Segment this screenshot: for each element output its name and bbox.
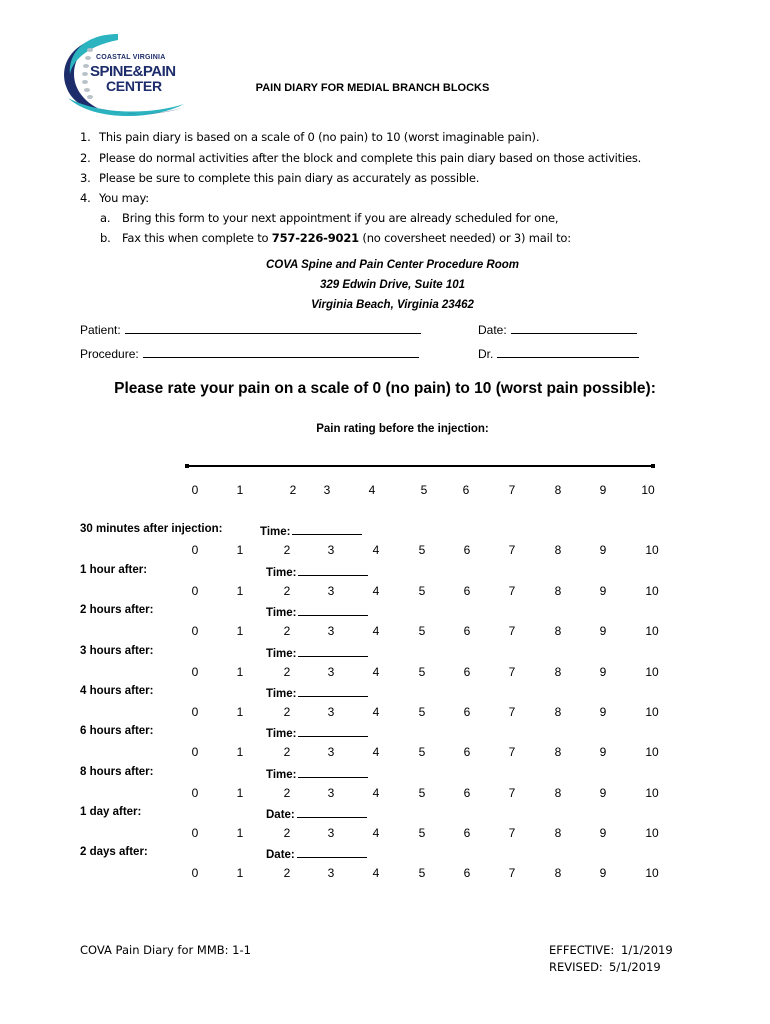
row-scale-value-3[interactable]: 3 <box>327 584 335 598</box>
row-scale-value-1[interactable]: 1 <box>236 826 244 840</box>
row-scale-value-3[interactable]: 3 <box>327 866 335 880</box>
row-scale-value-10[interactable]: 10 <box>645 866 659 880</box>
fax-number: 757-226-9021 <box>271 231 359 245</box>
row-time-label: Time: <box>266 688 297 700</box>
row-scale-value-8[interactable]: 8 <box>554 665 562 679</box>
pain-scale-bar <box>186 465 654 467</box>
row-scale-value-1[interactable]: 1 <box>236 624 244 638</box>
row-scale-value-10[interactable]: 10 <box>645 665 659 679</box>
row-scale-value-8[interactable]: 8 <box>554 866 562 880</box>
scale-value-9[interactable]: 9 <box>599 483 607 497</box>
row-scale-value-1[interactable]: 1 <box>236 705 244 719</box>
row-scale-value-8[interactable]: 8 <box>554 826 562 840</box>
row-scale-value-10[interactable]: 10 <box>645 543 659 557</box>
address-line-1: COVA Spine and Pain Center Procedure Room <box>265 259 520 271</box>
footer-revised-date: 5/1/2019 <box>609 960 661 974</box>
row-time-label: Time: <box>266 607 297 619</box>
row-time-label: Time: <box>266 567 297 579</box>
row-scale-value-4[interactable]: 4 <box>372 866 380 880</box>
footer-effective-label: EFFECTIVE: <box>549 943 615 957</box>
scale-value-3[interactable]: 3 <box>323 483 331 497</box>
row-scale-value-0[interactable]: 0 <box>191 786 199 800</box>
row-scale-value-7[interactable]: 7 <box>508 624 516 638</box>
row-scale-value-0[interactable]: 0 <box>191 543 199 557</box>
row-scale-value-2[interactable]: 2 <box>283 624 291 638</box>
instruction-2 <box>80 151 642 165</box>
instruction-number: 1. <box>80 130 91 144</box>
row-scale-value-3[interactable]: 3 <box>327 624 335 638</box>
row-scale-value-7[interactable]: 7 <box>508 866 516 880</box>
procedure-label: Procedure: <box>80 347 139 361</box>
row-scale-value-2[interactable]: 2 <box>283 866 291 880</box>
fax-suffix: (no coversheet needed) or 3) mail to: <box>358 231 571 245</box>
row-scale-value-6[interactable]: 6 <box>463 584 471 598</box>
row-scale-value-1[interactable]: 1 <box>236 665 244 679</box>
patient-label: Patient: <box>80 323 121 337</box>
row-scale-value-6[interactable]: 6 <box>463 543 471 557</box>
row-scale-value-5[interactable]: 5 <box>418 705 426 719</box>
row-scale-value-1[interactable]: 1 <box>236 543 244 557</box>
row-scale-value-3[interactable]: 3 <box>327 543 335 557</box>
date-line[interactable] <box>511 322 637 334</box>
row-scale-value-6[interactable]: 6 <box>463 826 471 840</box>
address-line-3: Virginia Beach, Virginia 23462 <box>311 299 474 311</box>
scale-heading: Please rate your pain on a scale of 0 (no pain) to 10 (worst pain possible): <box>114 380 656 397</box>
instruction-text: Please do normal activities after the block and complete this pain diary based on those activities. <box>99 151 642 165</box>
row-scale-value-10[interactable]: 10 <box>645 705 659 719</box>
row-scale-value-10[interactable]: 10 <box>645 745 659 759</box>
row-scale-value-5[interactable]: 5 <box>418 624 426 638</box>
row-scale-value-0[interactable]: 0 <box>191 624 199 638</box>
row-scale-value-0[interactable]: 0 <box>191 745 199 759</box>
row-time-line[interactable] <box>292 523 362 535</box>
row-scale-value-0[interactable]: 0 <box>191 705 199 719</box>
scale-value-6[interactable]: 6 <box>462 483 470 497</box>
row-scale-value-7[interactable]: 7 <box>508 826 516 840</box>
row-scale-value-1[interactable]: 1 <box>236 866 244 880</box>
instruction-number: 3. <box>80 171 91 185</box>
row-scale-value-2[interactable]: 2 <box>283 705 291 719</box>
instruction-4 <box>80 191 149 205</box>
doctor-label: Dr. <box>478 347 494 361</box>
row-scale-value-8[interactable]: 8 <box>554 624 562 638</box>
sub-instruction-text <box>122 231 571 245</box>
sub-instruction-b <box>100 231 571 245</box>
row-time-label: Date: <box>266 809 295 821</box>
row-scale-value-7[interactable]: 7 <box>508 786 516 800</box>
row-scale-value-4[interactable]: 4 <box>372 705 380 719</box>
row-scale-value-9[interactable]: 9 <box>599 866 607 880</box>
row-scale-value-1[interactable]: 1 <box>236 584 244 598</box>
row-scale-value-8[interactable]: 8 <box>554 584 562 598</box>
row-scale-value-9[interactable]: 9 <box>599 584 607 598</box>
row-time-line[interactable] <box>298 645 368 657</box>
row-time-field[interactable] <box>260 523 362 538</box>
row-scale-value-4[interactable]: 4 <box>372 624 380 638</box>
row-scale-value-4[interactable]: 4 <box>372 543 380 557</box>
row-scale-value-5[interactable]: 5 <box>418 543 426 557</box>
row-scale-value-2[interactable]: 2 <box>283 665 291 679</box>
row-scale-value-9[interactable]: 9 <box>599 705 607 719</box>
row-scale-value-7[interactable]: 7 <box>508 584 516 598</box>
row-scale-value-5[interactable]: 5 <box>418 745 426 759</box>
company-logo <box>54 32 190 118</box>
row-time-field[interactable] <box>266 604 368 619</box>
row-time-line[interactable] <box>298 685 368 697</box>
scale-value-4[interactable]: 4 <box>368 483 376 497</box>
patient-field[interactable] <box>80 322 421 337</box>
row-label: 2 days after: <box>80 846 148 858</box>
row-scale-value-1[interactable]: 1 <box>236 786 244 800</box>
row-time-line[interactable] <box>297 846 367 858</box>
patient-line[interactable] <box>125 322 421 334</box>
row-scale-value-6[interactable]: 6 <box>463 866 471 880</box>
row-label: 8 hours after: <box>80 766 154 778</box>
row-time-line[interactable] <box>298 604 368 616</box>
row-label: 6 hours after: <box>80 725 154 737</box>
row-scale-value-7[interactable]: 7 <box>508 543 516 557</box>
row-scale-value-3[interactable]: 3 <box>327 826 335 840</box>
row-scale-value-5[interactable]: 5 <box>418 665 426 679</box>
row-scale-value-6[interactable]: 6 <box>463 705 471 719</box>
row-time-label: Time: <box>266 769 297 781</box>
row-scale-value-3[interactable]: 3 <box>327 745 335 759</box>
row-scale-value-0[interactable]: 0 <box>191 866 199 880</box>
row-time-label: Time: <box>260 526 291 538</box>
scale-value-7[interactable]: 7 <box>508 483 516 497</box>
row-scale-value-7[interactable]: 7 <box>508 705 516 719</box>
doctor-line[interactable] <box>497 346 639 358</box>
row-scale-value-8[interactable]: 8 <box>554 745 562 759</box>
instruction-1 <box>80 130 540 144</box>
scale-value-8[interactable]: 8 <box>554 483 562 497</box>
row-time-field[interactable] <box>266 846 367 861</box>
row-scale-value-5[interactable]: 5 <box>418 786 426 800</box>
row-scale-value-10[interactable]: 10 <box>645 786 659 800</box>
row-scale-value-10[interactable]: 10 <box>645 826 659 840</box>
row-time-field[interactable] <box>266 685 368 700</box>
date-field[interactable] <box>478 322 637 337</box>
instruction-3 <box>80 171 480 185</box>
row-scale-value-2[interactable]: 2 <box>283 543 291 557</box>
row-scale-value-4[interactable]: 4 <box>372 745 380 759</box>
row-label: 3 hours after: <box>80 645 154 657</box>
row-scale-value-10[interactable]: 10 <box>645 624 659 638</box>
row-time-label: Time: <box>266 728 297 740</box>
row-scale-value-6[interactable]: 6 <box>463 665 471 679</box>
row-time-line[interactable] <box>298 725 368 737</box>
footer-effective-date: 1/1/2019 <box>621 943 673 957</box>
date-label: Date: <box>478 323 507 337</box>
row-scale-value-9[interactable]: 9 <box>599 786 607 800</box>
row-scale-value-4[interactable]: 4 <box>372 665 380 679</box>
scale-value-5[interactable]: 5 <box>420 483 428 497</box>
row-scale-value-9[interactable]: 9 <box>599 826 607 840</box>
row-time-field[interactable] <box>266 766 368 781</box>
footer-revised-label: REVISED: <box>549 960 603 974</box>
row-scale-value-2[interactable]: 2 <box>283 826 291 840</box>
row-label: 1 day after: <box>80 806 142 818</box>
fax-prefix: Fax this when complete to <box>122 231 272 245</box>
row-time-field[interactable] <box>266 564 368 579</box>
before-injection-heading: Pain rating before the injection: <box>316 423 489 435</box>
row-time-field[interactable] <box>266 645 368 660</box>
row-scale-value-6[interactable]: 6 <box>463 745 471 759</box>
row-scale-value-7[interactable]: 7 <box>508 665 516 679</box>
row-scale-value-4[interactable]: 4 <box>372 786 380 800</box>
row-scale-value-1[interactable]: 1 <box>236 745 244 759</box>
sub-instruction-a <box>100 211 559 225</box>
row-scale-value-9[interactable]: 9 <box>599 745 607 759</box>
doctor-field[interactable] <box>478 346 639 361</box>
row-scale-value-4[interactable]: 4 <box>372 826 380 840</box>
sub-instruction-letter: a. <box>100 211 111 225</box>
row-scale-value-2[interactable]: 2 <box>283 584 291 598</box>
row-scale-value-0[interactable]: 0 <box>191 826 199 840</box>
instruction-text: Please be sure to complete this pain diary as accurately as possible. <box>99 171 480 185</box>
address-line-2: 329 Edwin Drive, Suite 101 <box>319 279 466 291</box>
row-scale-value-6[interactable]: 6 <box>463 786 471 800</box>
row-scale-value-10[interactable]: 10 <box>645 584 659 598</box>
procedure-line[interactable] <box>143 346 419 358</box>
row-scale-value-5[interactable]: 5 <box>418 866 426 880</box>
row-scale-value-5[interactable]: 5 <box>418 584 426 598</box>
row-label: 30 minutes after injection: <box>80 523 223 535</box>
row-scale-value-0[interactable]: 0 <box>191 584 199 598</box>
row-scale-value-8[interactable]: 8 <box>554 786 562 800</box>
row-scale-value-6[interactable]: 6 <box>463 624 471 638</box>
row-scale-value-4[interactable]: 4 <box>372 584 380 598</box>
row-scale-value-2[interactable]: 2 <box>283 745 291 759</box>
row-scale-value-0[interactable]: 0 <box>191 665 199 679</box>
row-scale-value-9[interactable]: 9 <box>599 665 607 679</box>
sub-instruction-letter: b. <box>100 231 111 245</box>
row-scale-value-5[interactable]: 5 <box>418 826 426 840</box>
row-label: 1 hour after: <box>80 564 148 576</box>
row-label: 2 hours after: <box>80 604 154 616</box>
row-scale-value-9[interactable]: 9 <box>599 624 607 638</box>
footer-form-id: COVA Pain Diary for MMB: 1-1 <box>80 943 251 957</box>
row-scale-value-2[interactable]: 2 <box>283 786 291 800</box>
instruction-number: 2. <box>80 151 91 165</box>
row-scale-value-3[interactable]: 3 <box>327 705 335 719</box>
row-time-label: Time: <box>266 648 297 660</box>
logo-line3: CENTER <box>106 78 162 94</box>
row-scale-value-9[interactable]: 9 <box>599 543 607 557</box>
scale-value-1[interactable]: 1 <box>236 483 244 497</box>
instruction-text: You may: <box>99 191 149 205</box>
scale-value-2[interactable]: 2 <box>289 483 297 497</box>
instruction-text: This pain diary is based on a scale of 0 (no pain) to 10 (worst imaginable pain). <box>99 130 540 144</box>
row-time-label: Date: <box>266 849 295 861</box>
row-label: 4 hours after: <box>80 685 154 697</box>
row-scale-value-8[interactable]: 8 <box>554 705 562 719</box>
row-scale-value-7[interactable]: 7 <box>508 745 516 759</box>
instruction-number: 4. <box>80 191 91 205</box>
row-time-line[interactable] <box>297 806 367 818</box>
row-time-field[interactable] <box>266 725 368 740</box>
row-scale-value-8[interactable]: 8 <box>554 543 562 557</box>
logo-line1: COASTAL VIRGINIA <box>96 54 166 61</box>
scale-value-0[interactable]: 0 <box>191 483 199 497</box>
document-title: PAIN DIARY FOR MEDIAL BRANCH BLOCKS <box>255 82 490 94</box>
procedure-field[interactable] <box>80 346 419 361</box>
sub-instruction-text: Bring this form to your next appointment if you are already scheduled for one, <box>122 211 559 225</box>
scale-bar-start <box>185 464 189 468</box>
row-scale-value-3[interactable]: 3 <box>327 786 335 800</box>
row-time-line[interactable] <box>298 766 368 778</box>
logo-line2: SPINE&PAIN <box>90 63 176 80</box>
row-time-field[interactable] <box>266 806 367 821</box>
scale-value-10[interactable]: 10 <box>641 483 655 497</box>
scale-bar-end <box>651 464 655 468</box>
row-scale-value-3[interactable]: 3 <box>327 665 335 679</box>
row-time-line[interactable] <box>298 564 368 576</box>
